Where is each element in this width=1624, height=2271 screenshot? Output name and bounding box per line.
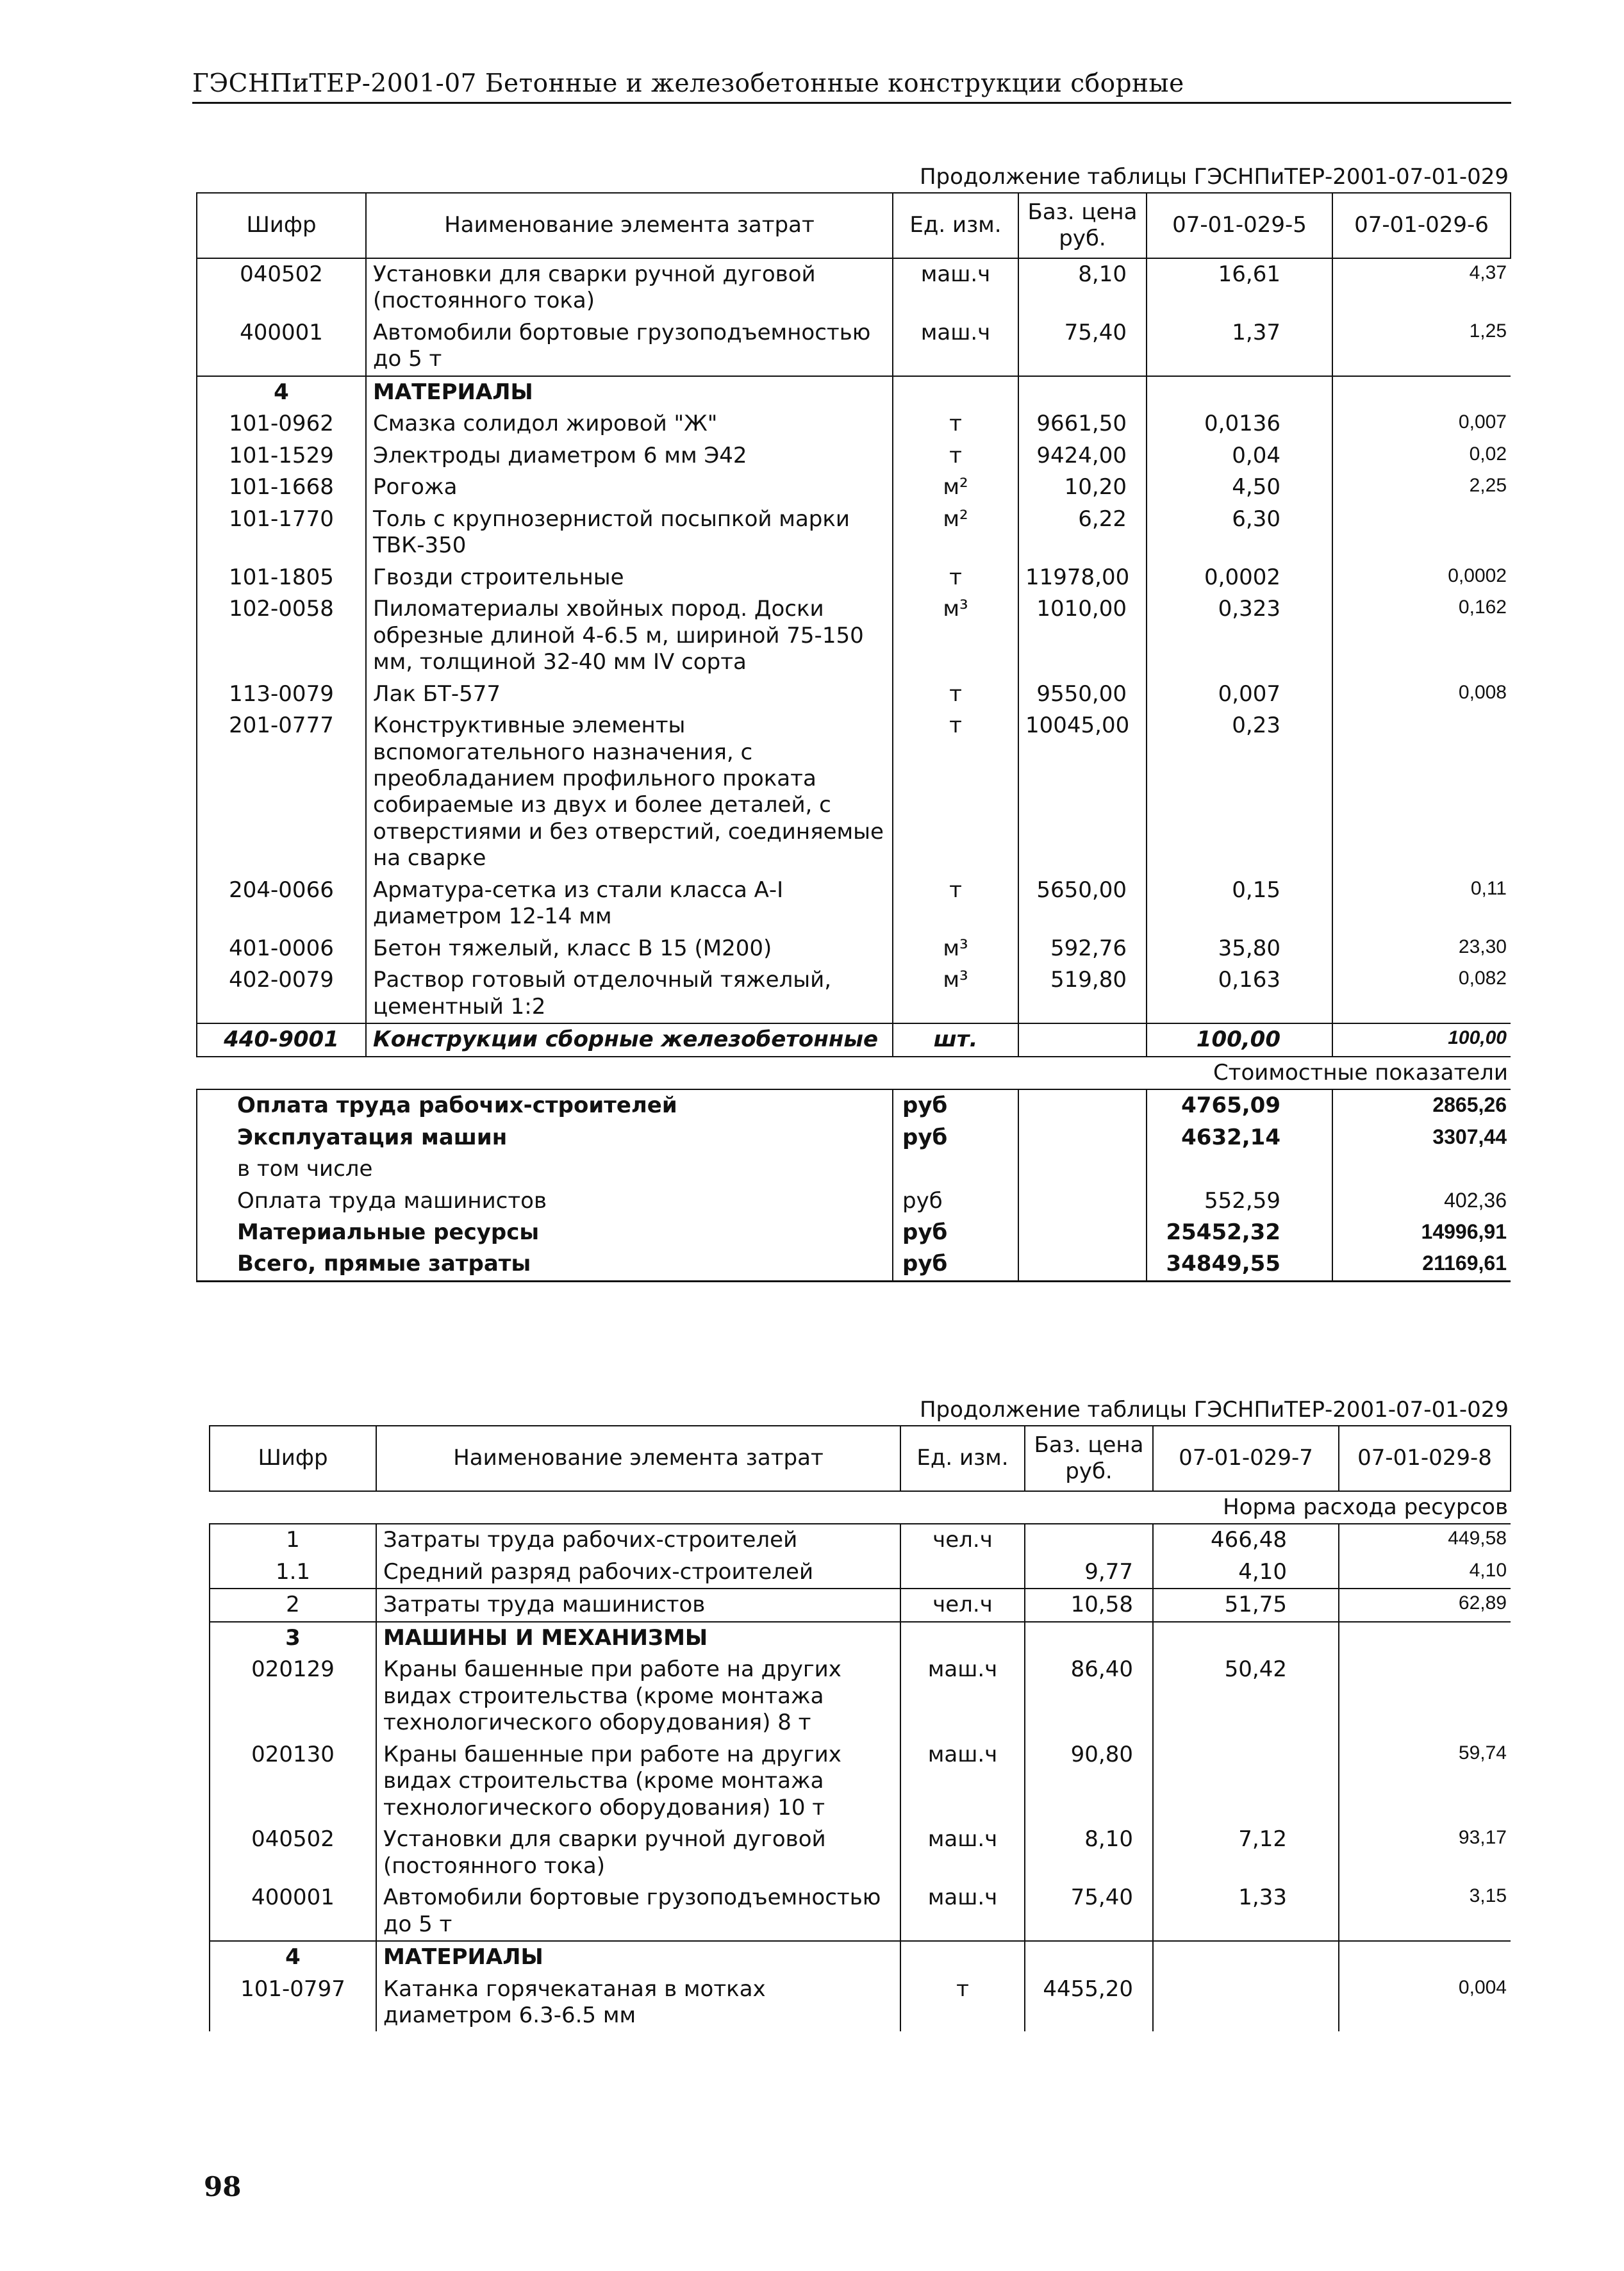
row-code: 400001 [210, 1882, 376, 1941]
summary-empty [1018, 1153, 1147, 1185]
t1-col-price: Баз. цена руб. [1018, 193, 1147, 258]
page-header: ГЭСНПиТЕР-2001-07 Бетонные и железобетонные конструкции сборные [192, 69, 1511, 104]
row-unit: маш.ч [900, 1882, 1025, 1941]
row-code: 101-1529 [197, 440, 366, 472]
summary-empty [1018, 1248, 1147, 1281]
row-value-1: 0,323 [1147, 593, 1332, 678]
row-code: 102-0058 [197, 593, 366, 678]
row-code: 4 [210, 1941, 376, 1973]
table-row [210, 1654, 1511, 1738]
row-code: 101-0962 [197, 408, 366, 440]
row-code: 4 [197, 376, 366, 408]
row-price: 86,40 [1025, 1654, 1153, 1738]
row-code: 113-0079 [197, 679, 366, 710]
row-name: Бетон тяжелый, класс В 15 (М200) [366, 933, 893, 964]
table-row [210, 1739, 1511, 1824]
row-name: Раствор готовый отделочный тяжелый, цементный 1:2 [366, 964, 893, 1023]
summary-label: Эксплуатация машин [197, 1122, 893, 1153]
summary-unit: руб [893, 1122, 1018, 1153]
t2-col-name: Наименование элемента затрат [376, 1426, 900, 1491]
row-value-1: 0,0136 [1147, 408, 1332, 440]
summary-unit: руб [893, 1089, 1018, 1121]
row-value-2: 0,11 [1470, 877, 1507, 899]
row-unit [900, 1622, 1025, 1654]
row-value-2 [1339, 1622, 1511, 1654]
summary-label: Оплата труда рабочих-строителей [197, 1089, 893, 1121]
row-unit: м³ [893, 933, 1018, 964]
table-row [197, 1023, 1511, 1056]
row-price: 519,80 [1018, 964, 1147, 1023]
row-name: Конструктивные элементы вспомогательного назначения, с преобладанием профильного проката собираемые из двух и более деталей, с отверстиями и без отверстий, соединяемые на сварке [366, 710, 893, 875]
row-code: 101-1805 [197, 562, 366, 593]
row-name: Пиломатериалы хвойных пород. Доски обрезные длиной 4-6.5 м, шириной 75-150 мм, толщиной 32-40 мм IV сорта [366, 593, 893, 678]
row-unit: т [900, 1974, 1025, 2032]
row-value-1: 0,15 [1147, 875, 1332, 933]
summary-row [197, 1217, 1511, 1248]
row-value-1 [1147, 376, 1332, 408]
row-unit: маш.ч [893, 258, 1018, 317]
row-value-1: 4,10 [1153, 1557, 1339, 1589]
row-unit: т [893, 562, 1018, 593]
summary-value-1: 34849,55 [1147, 1248, 1332, 1281]
row-price [1018, 376, 1147, 408]
row-value-1 [1153, 1622, 1339, 1654]
summary-row [197, 1185, 1511, 1217]
table-row [197, 562, 1511, 593]
row-name: МАТЕРИАЛЫ [376, 1941, 900, 1973]
summary-value-1: 25452,32 [1147, 1217, 1332, 1248]
row-value-2 [1332, 376, 1511, 408]
summary-empty [1018, 1185, 1147, 1217]
summary-row [197, 1122, 1511, 1153]
row-code: 3 [210, 1622, 376, 1654]
row-price [1025, 1524, 1153, 1556]
row-code: 1 [210, 1524, 376, 1556]
row-value-2: 449,58 [1448, 1528, 1507, 1549]
summary-row [197, 1248, 1511, 1281]
table-row [197, 933, 1511, 964]
row-price: 9424,00 [1018, 440, 1147, 472]
row-value-1: 100,00 [1147, 1023, 1332, 1056]
row-name: Конструкции сборные железобетонные [366, 1023, 893, 1056]
row-code: 020130 [210, 1739, 376, 1824]
table-row [197, 504, 1511, 562]
row-code: 402-0079 [197, 964, 366, 1023]
row-value-1: 7,12 [1153, 1824, 1339, 1882]
row-price: 1010,00 [1018, 593, 1147, 678]
row-name: Установки для сварки ручной дуговой (постоянного тока) [376, 1824, 900, 1882]
row-value-1: 50,42 [1153, 1654, 1339, 1738]
row-unit: м³ [893, 593, 1018, 678]
row-name: Установки для сварки ручной дуговой (постоянного тока) [366, 258, 893, 317]
row-price [1018, 1023, 1147, 1056]
table-row [197, 472, 1511, 503]
table-row [210, 1622, 1511, 1654]
row-value-1: 35,80 [1147, 933, 1332, 964]
summary-value-2 [1332, 1153, 1511, 1185]
row-name: Затраты труда рабочих-строителей [376, 1524, 900, 1556]
row-code: 040502 [210, 1824, 376, 1882]
row-value-1: 1,33 [1153, 1882, 1339, 1941]
row-value-1 [1153, 1974, 1339, 2032]
table-row [197, 679, 1511, 710]
summary-label: Материальные ресурсы [197, 1217, 893, 1248]
row-value-2: 0,0002 [1448, 565, 1507, 586]
cost-caption: Стоимостные показатели [197, 1057, 1511, 1089]
table2-caption: Продолжение таблицы ГЭСНПиТЕР-2001-07-01-029 [919, 1397, 1509, 1423]
summary-value-2: 402,36 [1444, 1188, 1507, 1212]
row-unit: м³ [893, 964, 1018, 1023]
row-unit: т [893, 679, 1018, 710]
row-code: 1.1 [210, 1557, 376, 1589]
row-value-1: 1,37 [1147, 317, 1332, 376]
summary-label: в том числе [197, 1153, 893, 1185]
row-price [1025, 1941, 1153, 1973]
row-code: 400001 [197, 317, 366, 376]
row-unit: м² [893, 472, 1018, 503]
row-value-1: 0,23 [1147, 710, 1332, 875]
table-row [197, 593, 1511, 678]
row-value-2: 62,89 [1339, 1589, 1511, 1621]
row-unit: маш.ч [900, 1739, 1025, 1824]
t2-col-price: Баз. цена руб. [1025, 1426, 1153, 1491]
table-row [210, 1941, 1511, 1973]
row-unit [893, 376, 1018, 408]
row-value-1 [1153, 1941, 1339, 1973]
table-row [197, 408, 1511, 440]
row-code: 101-0797 [210, 1974, 376, 2032]
row-name: Электроды диаметром 6 мм Э42 [366, 440, 893, 472]
row-value-2: 0,162 [1458, 597, 1507, 618]
summary-row [197, 1089, 1511, 1121]
table-row [210, 1524, 1511, 1556]
row-value-1: 16,61 [1147, 258, 1332, 317]
table-row [197, 317, 1511, 376]
row-name: Затраты труда машинистов [376, 1589, 900, 1621]
row-unit: маш.ч [893, 317, 1018, 376]
row-unit: маш.ч [900, 1824, 1025, 1882]
table-row [197, 710, 1511, 875]
row-value-1: 4,50 [1147, 472, 1332, 503]
row-value-2: 0,082 [1458, 968, 1507, 989]
row-name: Катанка горячекатаная в мотках диаметром 6.3-6.5 мм [376, 1974, 900, 2032]
t2-col-unit: Ед. изм. [900, 1426, 1025, 1491]
row-unit: шт. [893, 1023, 1018, 1056]
row-value-1: 466,48 [1153, 1524, 1339, 1556]
row-value-2 [1339, 1941, 1511, 1973]
row-value-2: 0,008 [1458, 681, 1507, 703]
t2-col-code: Шифр [210, 1426, 376, 1491]
row-value-1: 6,30 [1147, 504, 1332, 562]
summary-unit [893, 1153, 1018, 1185]
table-row [197, 964, 1511, 1023]
row-name: Автомобили бортовые грузоподъемностью до 5 т [366, 317, 893, 376]
row-value-2: 100,00 [1332, 1023, 1511, 1056]
summary-value-2: 2865,26 [1432, 1093, 1507, 1117]
summary-unit: руб [893, 1185, 1018, 1217]
row-price: 6,22 [1018, 504, 1147, 562]
row-unit: маш.ч [900, 1654, 1025, 1738]
t2-col-v1: 07-01-029-7 [1153, 1426, 1339, 1491]
table-row [197, 440, 1511, 472]
row-unit: т [893, 710, 1018, 875]
row-code: 204-0066 [197, 875, 366, 933]
summary-row [197, 1153, 1511, 1185]
summary-value-1 [1147, 1153, 1332, 1185]
table2 [209, 1425, 1511, 2031]
summary-empty [1018, 1122, 1147, 1153]
row-name: МАТЕРИАЛЫ [366, 376, 893, 408]
row-value-2: 1,25 [1469, 320, 1507, 342]
row-value-1: 0,007 [1147, 679, 1332, 710]
t1-col-v1: 07-01-029-5 [1147, 193, 1332, 258]
row-price: 592,76 [1018, 933, 1147, 964]
row-price [1025, 1622, 1153, 1654]
summary-value-2: 3307,44 [1432, 1125, 1507, 1148]
row-price: 11978,00 [1018, 562, 1147, 593]
summary-unit: руб [893, 1248, 1018, 1281]
row-price: 10,58 [1025, 1589, 1153, 1621]
t1-col-v2: 07-01-029-6 [1332, 193, 1511, 258]
row-value-1 [1153, 1739, 1339, 1824]
table-row [210, 1882, 1511, 1941]
table1 [196, 192, 1511, 1282]
summary-value-2: 14996,91 [1421, 1220, 1507, 1243]
row-value-2: 0,02 [1469, 443, 1507, 465]
row-name: Гвозди строительные [366, 562, 893, 593]
row-code: 101-1668 [197, 472, 366, 503]
summary-empty [1018, 1217, 1147, 1248]
row-value-1: 51,75 [1153, 1589, 1339, 1621]
summary-label: Оплата труда машинистов [197, 1185, 893, 1217]
row-name: Краны башенные при работе на других видах строительства (кроме монтажа технологического оборудования) 10 т [376, 1739, 900, 1824]
table1-summary [197, 1057, 1511, 1282]
row-value-1: 0,163 [1147, 964, 1332, 1023]
row-value-2: 0,004 [1458, 1976, 1507, 1998]
row-price: 75,40 [1018, 317, 1147, 376]
row-unit: чел.ч [900, 1524, 1025, 1556]
row-value-2: 23,30 [1458, 936, 1507, 957]
row-price: 9,77 [1025, 1557, 1153, 1589]
row-value-2 [1332, 504, 1511, 562]
row-unit [900, 1557, 1025, 1589]
row-code: 201-0777 [197, 710, 366, 875]
t1-col-code: Шифр [197, 193, 366, 258]
row-price: 10,20 [1018, 472, 1147, 503]
row-unit: т [893, 875, 1018, 933]
row-value-2: 4,37 [1469, 262, 1507, 283]
row-price: 5650,00 [1018, 875, 1147, 933]
summary-value-1: 4765,09 [1147, 1089, 1332, 1121]
table2-body [210, 1524, 1511, 2031]
row-price: 10045,00 [1018, 710, 1147, 875]
row-unit [900, 1941, 1025, 1973]
t1-col-unit: Ед. изм. [893, 193, 1018, 258]
row-code: 101-1770 [197, 504, 366, 562]
row-unit: м² [893, 504, 1018, 562]
page-number: 98 [204, 2171, 242, 2202]
table-row [210, 1589, 1511, 1621]
row-name: Толь с крупнозернистой посыпкой марки ТВК-350 [366, 504, 893, 562]
t1-col-name: Наименование элемента затрат [366, 193, 893, 258]
t2-col-v2: 07-01-029-8 [1339, 1426, 1511, 1491]
row-value-2: 2,25 [1469, 475, 1507, 497]
summary-value-2: 21169,61 [1332, 1248, 1511, 1281]
summary-empty [1018, 1089, 1147, 1121]
row-price: 90,80 [1025, 1739, 1153, 1824]
row-name: Арматура-сетка из стали класса А-I диаметром 12-14 мм [366, 875, 893, 933]
row-value-2: 3,15 [1469, 1885, 1507, 1907]
row-unit: т [893, 408, 1018, 440]
row-value-2 [1332, 710, 1511, 875]
row-value-1: 0,0002 [1147, 562, 1332, 593]
row-name: МАШИНЫ И МЕХАНИЗМЫ [376, 1622, 900, 1654]
row-name: Смазка солидол жировой "Ж" [366, 408, 893, 440]
row-code: 440-9001 [197, 1023, 366, 1056]
row-value-1: 0,04 [1147, 440, 1332, 472]
row-code: 020129 [210, 1654, 376, 1738]
summary-unit: руб [893, 1217, 1018, 1248]
row-price: 9661,50 [1018, 408, 1147, 440]
row-value-2 [1339, 1654, 1511, 1738]
row-unit: чел.ч [900, 1589, 1025, 1621]
row-price: 8,10 [1018, 258, 1147, 317]
table-row [210, 1824, 1511, 1882]
row-value-2: 4,10 [1469, 1559, 1507, 1581]
row-price: 9550,00 [1018, 679, 1147, 710]
table-row [210, 1974, 1511, 2032]
table1-caption: Продолжение таблицы ГЭСНПиТЕР-2001-07-01-029 [919, 164, 1509, 190]
summary-value-1: 4632,14 [1147, 1122, 1332, 1153]
row-name: Краны башенные при работе на других видах строительства (кроме монтажа технологического оборудования) 8 т [376, 1654, 900, 1738]
row-price: 4455,20 [1025, 1974, 1153, 2032]
summary-label: Всего, прямые затраты [197, 1248, 893, 1281]
row-price: 75,40 [1025, 1882, 1153, 1941]
row-code: 040502 [197, 258, 366, 317]
table-row [197, 258, 1511, 317]
row-name: Лак БТ-577 [366, 679, 893, 710]
row-value-2: 0,007 [1458, 411, 1507, 433]
row-code: 2 [210, 1589, 376, 1621]
row-value-2: 93,17 [1458, 1827, 1507, 1849]
table-row [197, 875, 1511, 933]
row-unit: т [893, 440, 1018, 472]
row-name: Рогожа [366, 472, 893, 503]
table-row [197, 376, 1511, 408]
summary-value-1: 552,59 [1147, 1185, 1332, 1217]
row-name: Автомобили бортовые грузоподъемностью до 5 т [376, 1882, 900, 1941]
row-code: 401-0006 [197, 933, 366, 964]
row-price: 8,10 [1025, 1824, 1153, 1882]
row-value-2: 59,74 [1458, 1742, 1507, 1763]
table1-body [197, 258, 1511, 1057]
norm-caption: Норма расхода ресурсов [210, 1491, 1511, 1524]
row-name: Средний разряд рабочих-строителей [376, 1557, 900, 1589]
table-row [210, 1557, 1511, 1589]
